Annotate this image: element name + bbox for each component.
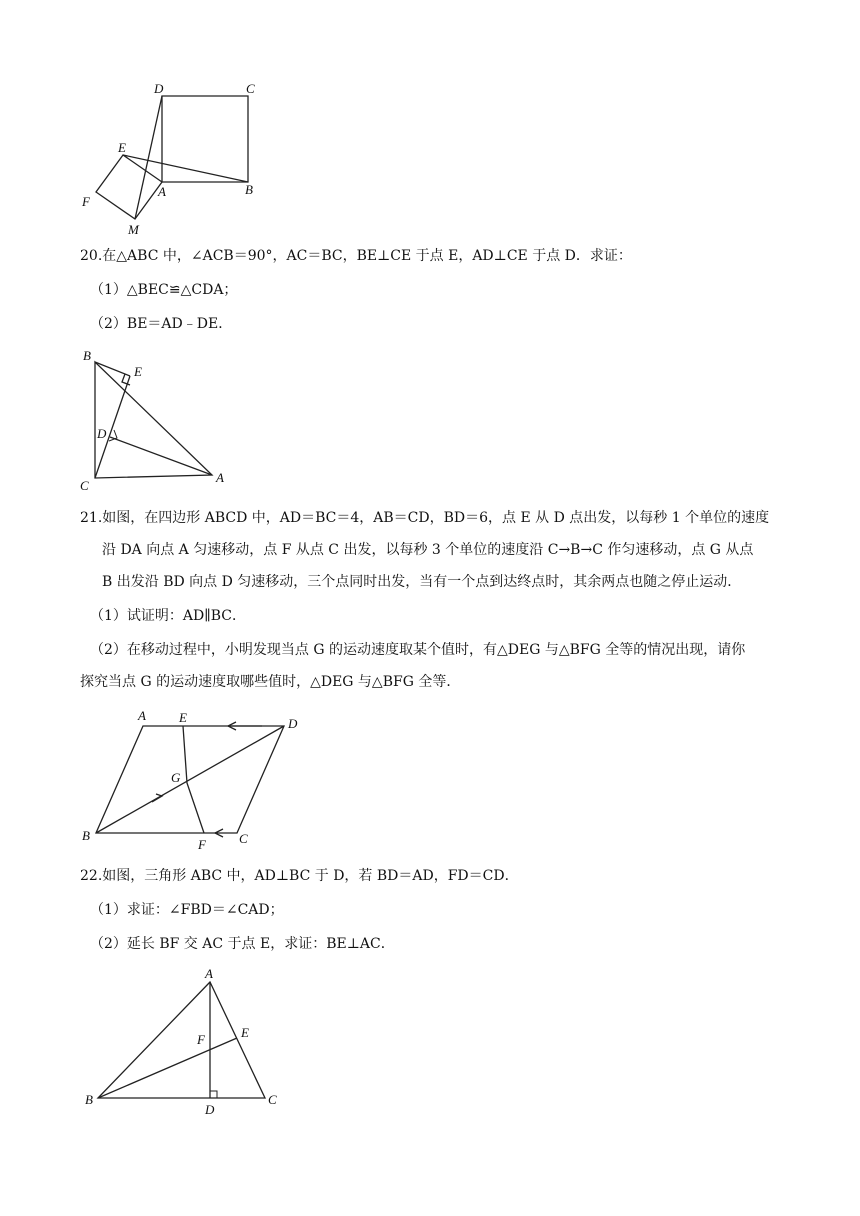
label-f: F bbox=[82, 194, 90, 209]
label-f: F bbox=[198, 837, 206, 852]
label-d: D bbox=[288, 716, 298, 731]
diagonal-bd bbox=[96, 726, 284, 833]
label-a: A bbox=[158, 184, 166, 199]
segment-ad bbox=[110, 437, 212, 475]
segment-be bbox=[95, 362, 130, 376]
q21-stem-line1: 21.如图，在四边形 ABCD 中，AD＝BC＝4，AB＝CD，BD＝6，点 E 从 D 点出发，以每秒 1 个单位的速度 bbox=[80, 510, 770, 526]
square-aefm bbox=[96, 155, 162, 219]
figure-q19 bbox=[0, 0, 860, 245]
label-c: C bbox=[268, 1092, 277, 1107]
q21-part2-line1: （2）在移动过程中，小明发现当点 G 的运动速度取某个值时，有△DEG 与△BFG 全等的情况出现，请你 bbox=[90, 642, 746, 658]
q21-part1: （1）试证明：AD∥BC． bbox=[90, 608, 246, 624]
label-c: C bbox=[246, 81, 255, 96]
label-d: D bbox=[205, 1102, 215, 1117]
label-d: D bbox=[97, 426, 107, 441]
figure-q21 bbox=[0, 700, 860, 860]
label-b: B bbox=[82, 828, 90, 843]
label-a: A bbox=[216, 470, 224, 485]
q21-stem-line3: B 出发沿 BD 向点 D 匀速移动，三个点同时出发，当有一个点到达终点时，其余两点也随之停止运动． bbox=[102, 574, 742, 590]
label-d: D bbox=[154, 81, 164, 96]
q21-part2-line2: 探究当点 G 的运动速度取哪些值时，△DEG 与△BFG 全等． bbox=[80, 674, 461, 690]
q22-part1: （1）求证：∠FBD＝∠CAD； bbox=[90, 902, 284, 918]
label-a: A bbox=[138, 708, 146, 723]
label-b: B bbox=[85, 1092, 93, 1107]
label-g: G bbox=[171, 770, 181, 785]
q21-stem-line2: 沿 DA 向点 A 匀速移动，点 F 从点 C 出发，以每秒 3 个单位的速度沿 C→B→C 作匀速移动，点 G 从点 bbox=[102, 542, 754, 558]
label-e: E bbox=[179, 710, 187, 725]
q22-part2: （2）延长 BF 交 AC 于点 E，求证：BE⊥AC． bbox=[90, 936, 395, 952]
triangle-abc bbox=[98, 982, 265, 1098]
square-abcd bbox=[162, 96, 248, 182]
label-f: F bbox=[197, 1032, 205, 1047]
label-b: B bbox=[83, 348, 91, 363]
label-e: E bbox=[241, 1025, 249, 1040]
q22-stem: 22.如图，三角形 ABC 中，AD⊥BC 于 D，若 BD＝AD，FD＝CD． bbox=[80, 868, 519, 884]
triangle-abc bbox=[95, 362, 212, 478]
figure-q20 bbox=[0, 340, 860, 495]
segment-be bbox=[98, 1038, 237, 1098]
label-e: E bbox=[134, 364, 142, 379]
label-c: C bbox=[80, 478, 89, 493]
q20-part2: （2）BE＝AD﹣DE． bbox=[90, 316, 233, 332]
label-a: A bbox=[205, 966, 213, 981]
figure-q22 bbox=[0, 960, 860, 1120]
label-m: M bbox=[128, 222, 139, 237]
label-e: E bbox=[118, 140, 126, 155]
q20-stem: 20.在△ABC 中，∠ACB＝90°，AC＝BC，BE⊥CE 于点 E，AD⊥CE 于点 D．求证： bbox=[80, 248, 632, 264]
right-angle-d bbox=[210, 1091, 217, 1098]
label-c: C bbox=[239, 831, 248, 846]
segment-egf bbox=[183, 726, 204, 833]
label-b: B bbox=[245, 182, 253, 197]
q20-part1: （1）△BEC≌△CDA； bbox=[90, 282, 238, 298]
